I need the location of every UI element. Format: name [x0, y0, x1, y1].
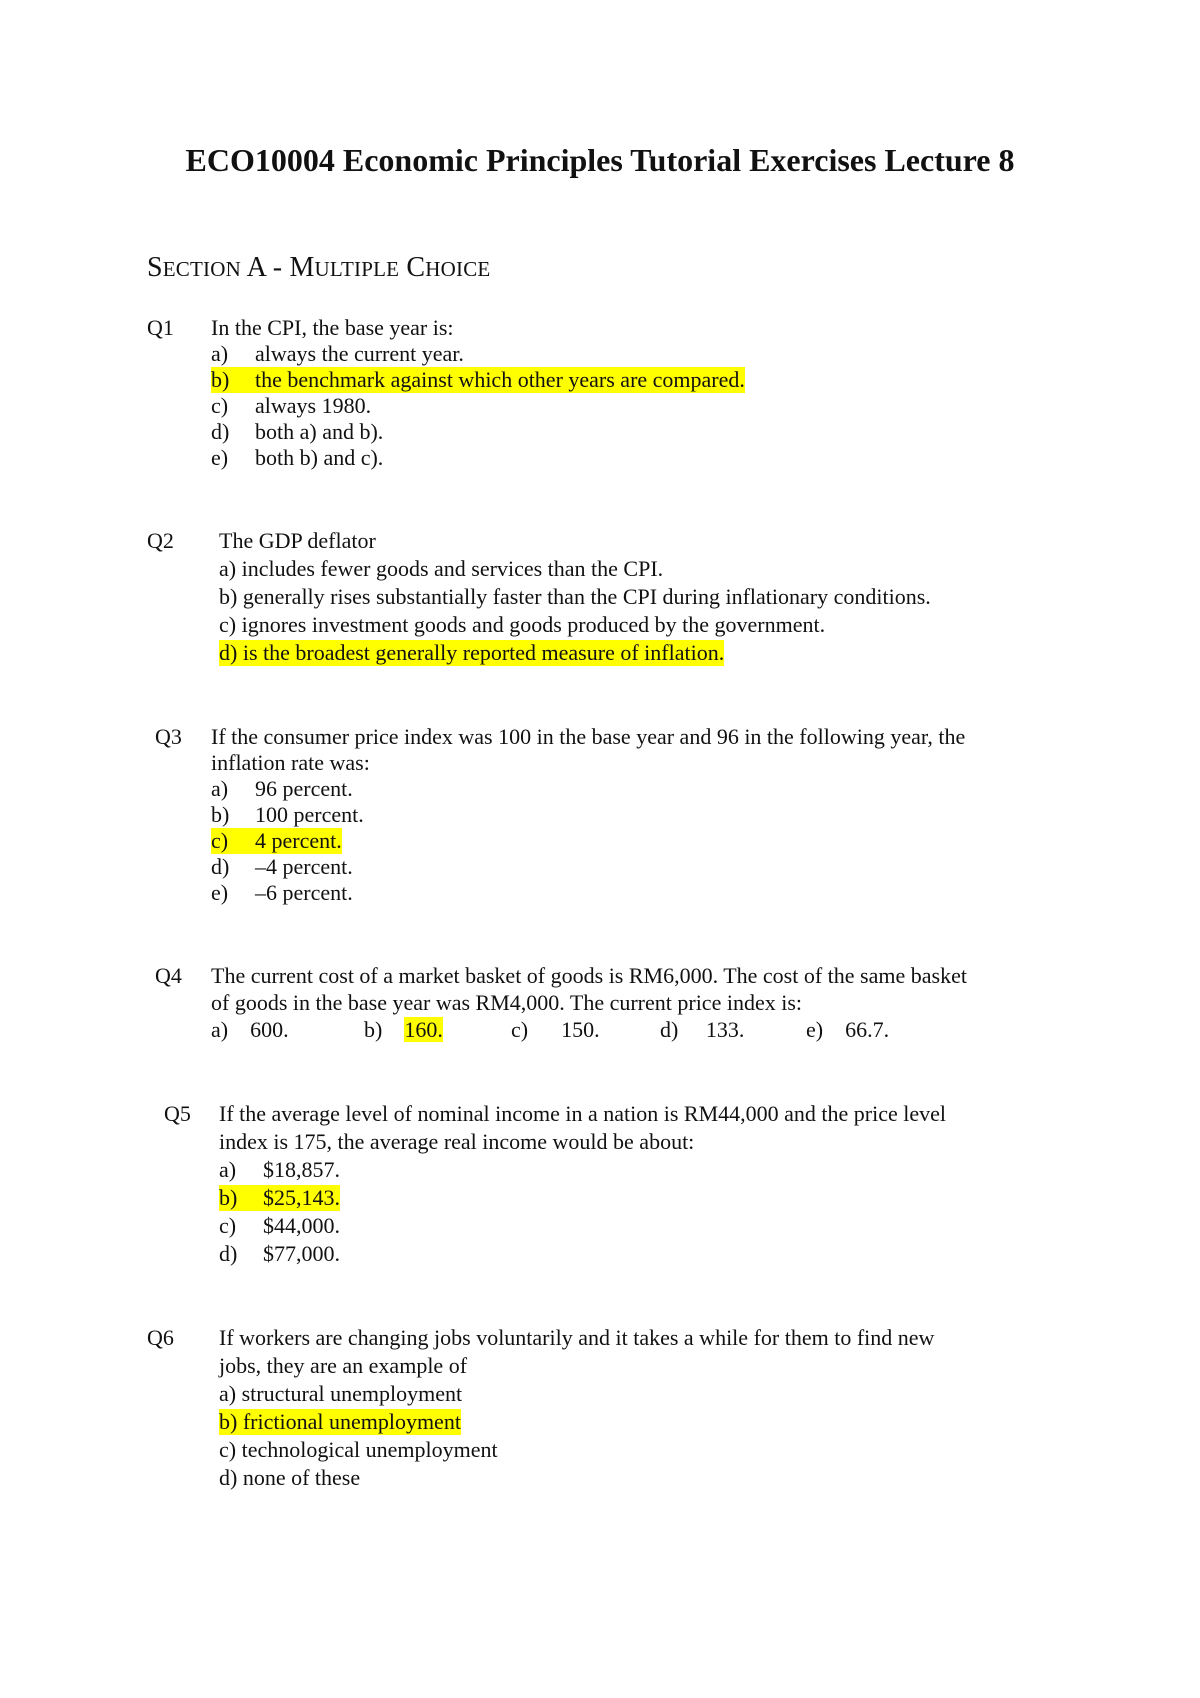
question-number: Q2	[147, 528, 174, 553]
option-text: 100 percent.	[255, 802, 364, 827]
question-text: If workers are changing jobs voluntarily and it takes a while for them to find new	[219, 1325, 935, 1350]
option-text: 96 percent.	[255, 776, 353, 801]
section-heading-part: S	[147, 252, 163, 283]
option-text: 66.7.	[845, 1017, 890, 1042]
section-heading-part: ECTION	[162, 257, 241, 281]
option-letter: b)	[211, 367, 230, 392]
section-heading-part: C	[406, 252, 426, 283]
option-text: $25,143.	[263, 1185, 340, 1210]
answer-option: a) structural unemployment	[219, 1381, 463, 1406]
option-letter: a)	[211, 341, 229, 366]
question-text: If the average level of nominal income in a nation is RM44,000 and the price level	[219, 1101, 946, 1126]
question-number: Q3	[155, 724, 182, 749]
question-text: index is 175, the average real income would be about:	[219, 1129, 695, 1154]
question-text: jobs, they are an example of	[219, 1353, 468, 1378]
answer-option-highlighted: b) frictional unemployment	[219, 1409, 461, 1434]
option-text: both b) and c).	[255, 445, 384, 470]
option-letter: a)	[211, 776, 229, 801]
option-letter: d)	[211, 854, 230, 879]
answer-option: c) ignores investment goods and goods produced by the government.	[219, 612, 826, 637]
section-heading	[147, 250, 490, 287]
answer-option	[219, 1241, 340, 1267]
option-letter: c)	[219, 1213, 237, 1238]
answer-option	[211, 393, 371, 419]
option-letter: b)	[211, 802, 230, 827]
answer-option	[660, 1017, 744, 1043]
question-number: Q6	[147, 1325, 174, 1350]
answer-option	[211, 802, 364, 828]
option-letter: a)	[211, 1017, 229, 1042]
answer-option	[219, 1157, 340, 1183]
answer-option: b) generally rises substantially faster than the CPI during inflationary conditions.	[219, 584, 931, 609]
option-letter: d)	[660, 1017, 679, 1042]
answer-option	[219, 1213, 340, 1239]
option-letter: a)	[219, 1157, 237, 1182]
question-text: The GDP deflator	[219, 528, 376, 553]
answer-option: c) technological unemployment	[219, 1437, 498, 1462]
option-text: 150.	[561, 1017, 600, 1042]
answer-option	[211, 341, 464, 367]
answer-option: d) none of these	[219, 1465, 361, 1490]
answer-option	[211, 419, 383, 445]
answer-option	[211, 776, 353, 802]
answer-option	[364, 1017, 443, 1043]
answer-option	[511, 1017, 600, 1043]
option-letter: e)	[806, 1017, 824, 1042]
section-heading-part: A -	[240, 252, 290, 283]
option-text: 600.	[250, 1017, 289, 1042]
option-letter: b)	[219, 1185, 238, 1210]
question-number: Q1	[147, 315, 174, 340]
option-text: $77,000.	[263, 1241, 340, 1266]
option-text: $18,857.	[263, 1157, 340, 1182]
question-number: Q4	[155, 963, 182, 988]
option-text: always 1980.	[255, 393, 372, 418]
option-text: the benchmark against which other years are compared.	[255, 367, 745, 392]
option-text: –4 percent.	[255, 854, 353, 879]
option-text: 4 percent.	[255, 828, 342, 853]
option-letter: c)	[211, 393, 229, 418]
section-heading-part: ULTIPLE	[314, 257, 400, 281]
question-text: In the CPI, the base year is:	[211, 315, 454, 340]
option-letter: b)	[364, 1017, 383, 1042]
option-text-highlighted: 160.	[404, 1017, 443, 1042]
answer-option-highlighted	[219, 1185, 340, 1211]
question-number: Q5	[164, 1101, 191, 1126]
option-letter: e)	[211, 445, 229, 470]
question-text: of goods in the base year was RM4,000. The current price index is:	[211, 990, 803, 1015]
section-heading-part: HOICE	[425, 257, 491, 281]
question-text: inflation rate was:	[211, 750, 370, 775]
option-letter: e)	[211, 880, 229, 905]
question-text: If the consumer price index was 100 in the base year and 96 in the following year, the	[211, 724, 966, 749]
option-text: always the current year.	[255, 341, 464, 366]
document-title: ECO10004 Economic Principles Tutorial Exercises Lecture 8	[185, 142, 1015, 178]
option-text: $44,000.	[263, 1213, 340, 1238]
answer-option	[211, 854, 353, 880]
option-letter: d)	[211, 419, 230, 444]
answer-option	[211, 880, 353, 906]
option-text: –6 percent.	[255, 880, 353, 905]
option-letter: c)	[211, 828, 229, 853]
answer-option	[211, 1017, 289, 1043]
option-letter: c)	[511, 1017, 529, 1042]
option-text: 133.	[705, 1017, 745, 1042]
answer-option-highlighted	[211, 367, 745, 393]
answer-option: a) includes fewer goods and services than the CPI.	[219, 556, 664, 581]
option-letter: d)	[219, 1241, 238, 1266]
section-heading-part: M	[289, 252, 315, 283]
answer-option-highlighted: d) is the broadest generally reported measure of inflation.	[219, 640, 725, 665]
answer-option-highlighted	[211, 828, 342, 854]
answer-option	[806, 1017, 889, 1043]
question-text: The current cost of a market basket of goods is RM6,000. The cost of the same basket	[211, 963, 967, 988]
answer-option	[211, 445, 383, 471]
option-text: both a) and b).	[255, 419, 384, 444]
